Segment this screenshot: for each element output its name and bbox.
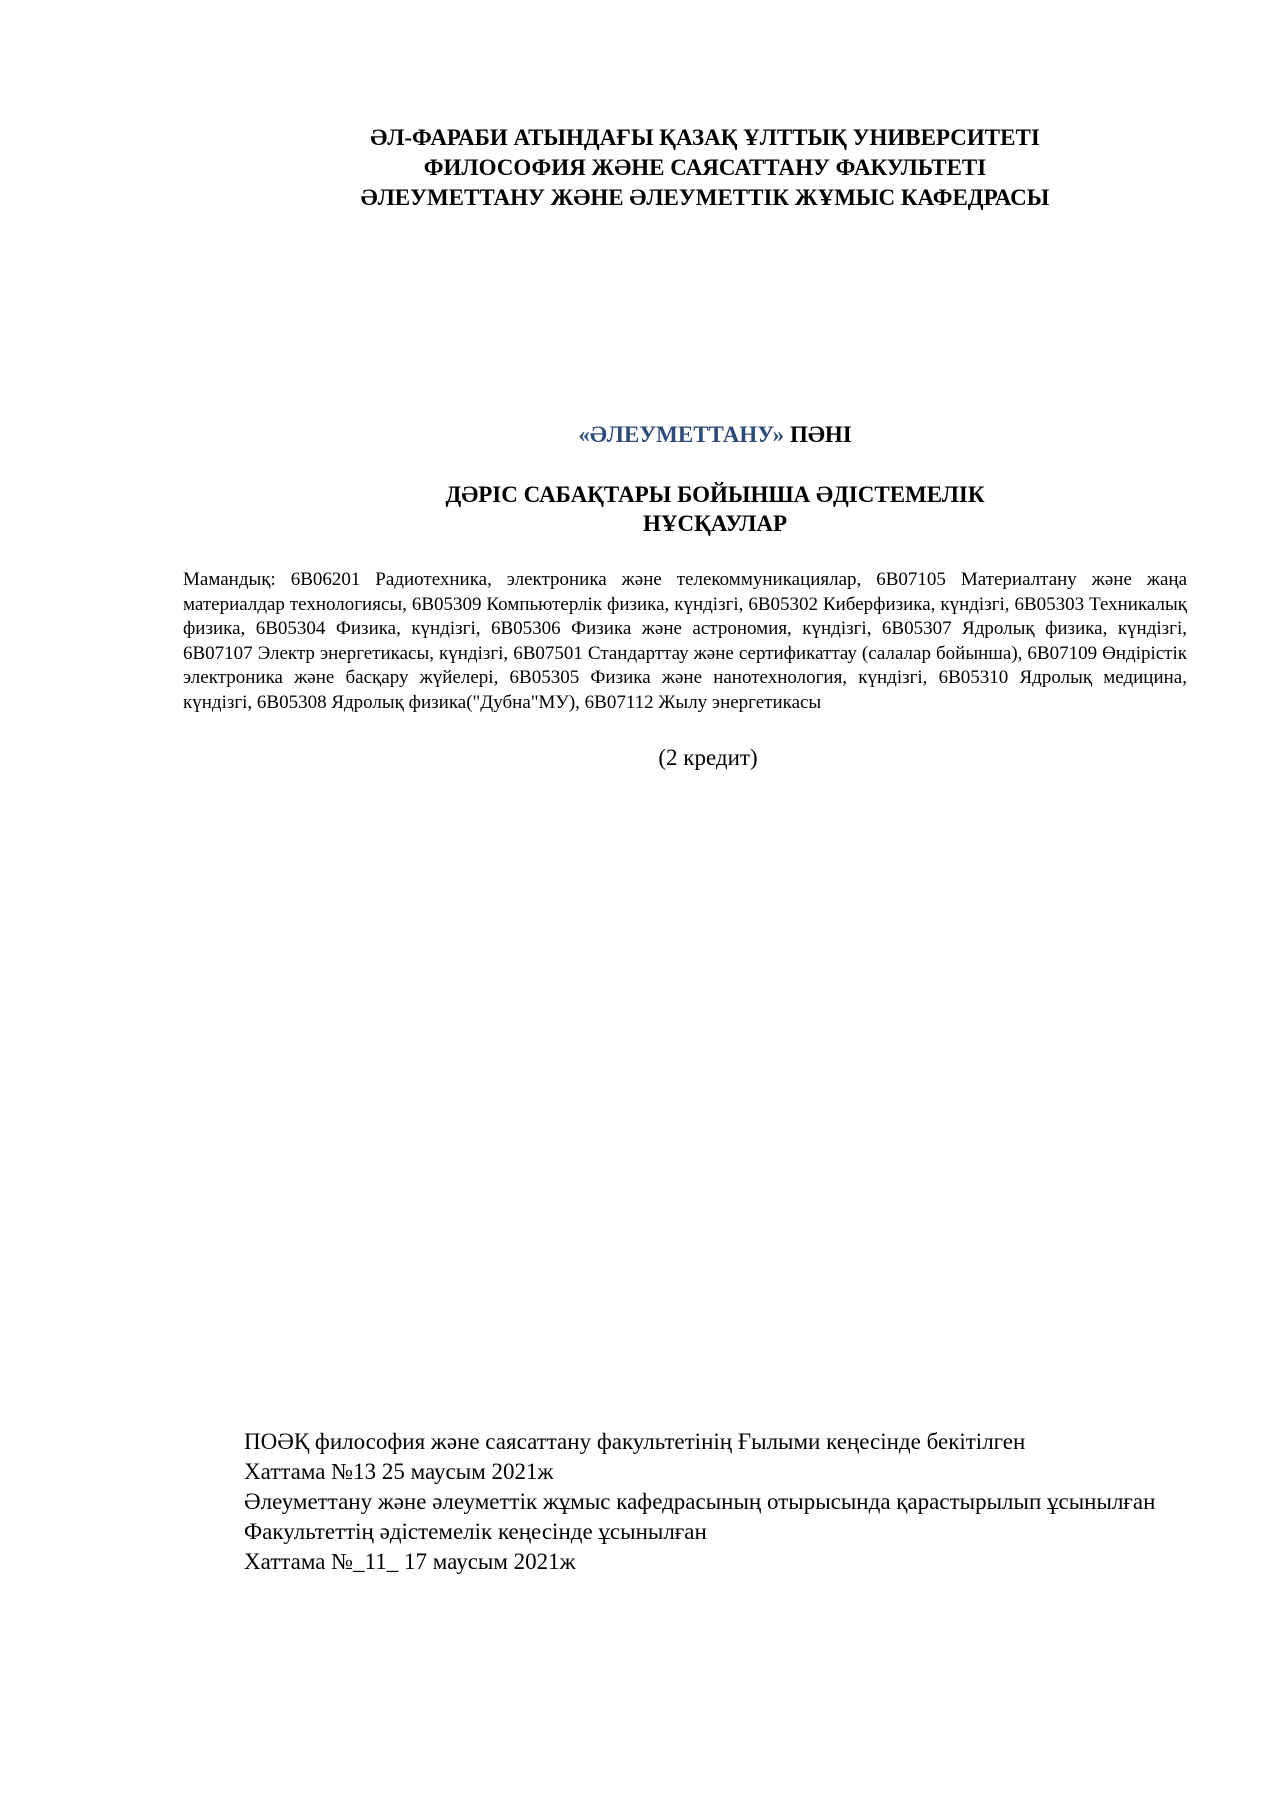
- university-name: ӘЛ-ФАРАБИ АТЫНДАҒЫ ҚАЗАҚ ҰЛТТЫҚ УНИВЕРСИТЕТІ: [370, 125, 1040, 150]
- subject-name: «ӘЛЕУМЕТТАНУ»: [578, 422, 785, 447]
- method-council: Факультеттің әдістемелік кеңесінде ұсынылған: [244, 1519, 707, 1544]
- subject-suffix: ПӘНІ: [784, 422, 852, 447]
- protocol-2: Хаттама №_11_ 17 маусым 2021ж: [244, 1549, 576, 1574]
- council-approval: ПОӘҚ философия және саясаттану факультетінің Ғылыми кеңесінде бекітілген: [244, 1429, 1026, 1454]
- department-name: ӘЛЕУМЕТТАНУ ЖӘНЕ ӘЛЕУМЕТТІК ЖҰМЫС КАФЕДРАСЫ: [360, 185, 1050, 210]
- approvals-block: [170, 1427, 1187, 1577]
- document-type-line-2: НҰСҚАУЛАР: [642, 511, 788, 536]
- subject-title: [160, 420, 1270, 450]
- document-type-line-1: ДӘРІС САБАҚТАРЫ БОЙЫНША ӘДІСТЕМЕЛІК: [445, 482, 985, 507]
- credits-label: (2 кредит): [658, 745, 758, 770]
- document-type-heading: [160, 480, 1270, 538]
- protocol-1: Хаттама №13 25 маусым 2021ж: [244, 1459, 554, 1484]
- specialties-paragraph: Мамандық: 6B06201 Радиотехника, электроника және телекоммуникациялар, 6B07105 Материалтану және жаңа материалдар технологиясы, 6B05309 Компьютерлік физика, күндізгі, 6B05302 Киберфизика, күндізгі, 6B05303 Техникалық физика, 6B05304 Физика, күндізгі, 6B05306 Физика және астрономия, күндізгі, 6B05307 Ядролық физика, күндізгі, 6B07107 Электр энергетикасы, күндізгі, 6B07501 Стандарттау және сертификаттау (салалар бойынша), 6B07109 Өндірістік электроника және басқару жүйелері, 6B05305 Физика және нанотехнология, күндізгі, 6B05310 Ядролық медицина, күндізгі, 6B05308 Ядролық физика("Дубна"МУ), 6B07112 Жылу энергетикасы: [183, 569, 1187, 713]
- department-review: Әлеуметтану және әлеуметтік жұмыс кафедрасының отырысында қарастырылып ұсынылған: [244, 1489, 1156, 1514]
- title-header: [0, 123, 1280, 213]
- faculty-name: ФИЛОСОФИЯ ЖӘНЕ САЯСАТТАНУ ФАКУЛЬТЕТІ: [423, 155, 987, 180]
